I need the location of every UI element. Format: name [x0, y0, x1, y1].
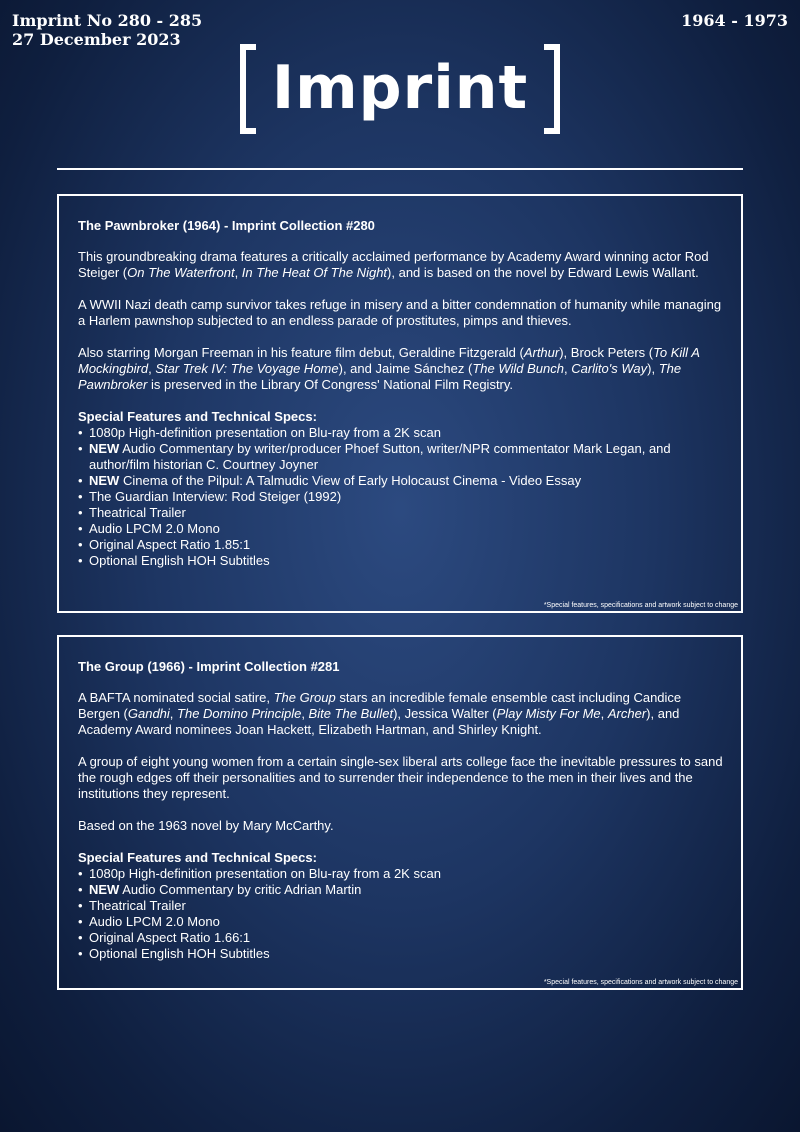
specs-list — [78, 425, 723, 569]
film-source-note: Based on the 1963 novel by Mary McCarthy. — [78, 818, 334, 833]
new-badge: NEW — [89, 882, 120, 897]
specs-list — [78, 866, 723, 962]
header-divider — [57, 168, 743, 170]
spec-item: • 1080p High-definition presentation on Blu-ray from a 2K scan — [78, 425, 723, 441]
spec-item: • Audio LPCM 2.0 Mono — [78, 914, 723, 930]
issue-number: Imprint No 280 - 285 — [12, 11, 203, 30]
logo-left-bracket — [240, 44, 256, 134]
film-panel-pawnbroker — [57, 194, 743, 613]
spec-item: • Audio LPCM 2.0 Mono — [78, 521, 723, 537]
spec-item: • Original Aspect Ratio 1.85:1 — [78, 537, 723, 553]
spec-item: • NEW Audio Commentary by critic Adrian Martin — [78, 882, 723, 898]
spec-item: • Theatrical Trailer — [78, 505, 723, 521]
film-synopsis-1: This groundbreaking drama features a critically acclaimed performance by Academy Award winning actor Rod Steiger (On The Waterfront, In The Heat Of The Night), and is based on the novel by Edward Lewis Wallant. — [78, 249, 709, 280]
logo-wordmark: Imprint — [271, 53, 529, 123]
film-title: The Group (1966) - Imprint Collection #281 — [78, 659, 340, 674]
film-synopsis-1: A BAFTA nominated social satire, The Group stars an incredible female ensemble cast including Candice Bergen (Gandhi, The Domino Principle, Bite The Bullet), Jessica Walter (Play Misty For Me, Archer), and Academy Award nominees Joan Hackett, Elizabeth Hartman, and Shirley Knight. — [78, 690, 682, 737]
year-range: 1964 - 1973 — [681, 11, 788, 30]
disclaimer: *Special features, specifications and artwork subject to change — [543, 602, 738, 609]
spec-item: • Optional English HOH Subtitles — [78, 553, 723, 569]
spec-item: • The Guardian Interview: Rod Steiger (1992) — [78, 489, 723, 505]
film-cast-note: Also starring Morgan Freeman in his feature film debut, Geraldine Fitzgerald (Arthur), Brock Peters (To Kill A Mockingbird, Star Trek IV: The Voyage Home), and Jaime Sánchez (The Wild Bunch, Carlito's Way), The Pawnbroker is preserved in the Library Of Congress' National Film Registry. — [78, 345, 700, 392]
logo-right-bracket — [544, 44, 560, 134]
spec-item: • Original Aspect Ratio 1.66:1 — [78, 930, 723, 946]
disclaimer: *Special features, specifications and artwork subject to change — [543, 979, 738, 986]
film-synopsis-2: A WWII Nazi death camp survivor takes refuge in misery and a bitter condemnation of humanity while managing a Harlem pawnshop subjected to an endless parade of prostitutes, pimps and thieves. — [78, 297, 722, 328]
new-badge: NEW — [89, 473, 120, 488]
issue-date: 27 December 2023 — [12, 30, 181, 49]
film-title: The Pawnbroker (1964) - Imprint Collection #280 — [78, 218, 375, 233]
spec-item: • NEW Cinema of the Pilpul: A Talmudic View of Early Holocaust Cinema - Video Essay — [78, 473, 723, 489]
spec-item: • Theatrical Trailer — [78, 898, 723, 914]
header-issue-block — [12, 11, 202, 49]
spec-item: • NEW Audio Commentary by writer/producer Phoef Sutton, writer/NPR commentator Mark Legan, and author/film historian C. Courtney Joyner — [78, 441, 723, 473]
specs-heading: Special Features and Technical Specs: — [78, 409, 317, 424]
imprint-logo — [238, 44, 562, 136]
film-panel-the-group — [57, 635, 743, 990]
specs-heading: Special Features and Technical Specs: — [78, 850, 317, 865]
spec-item: • 1080p High-definition presentation on Blu-ray from a 2K scan — [78, 866, 723, 882]
spec-item: • Optional English HOH Subtitles — [78, 946, 723, 962]
new-badge: NEW — [89, 441, 120, 456]
film-synopsis-2: A group of eight young women from a certain single-sex liberal arts college face the inevitable pressures to sand the rough edges off their personalities and to surrender their independence to the men in their lives and the institutions they represent. — [78, 754, 723, 801]
